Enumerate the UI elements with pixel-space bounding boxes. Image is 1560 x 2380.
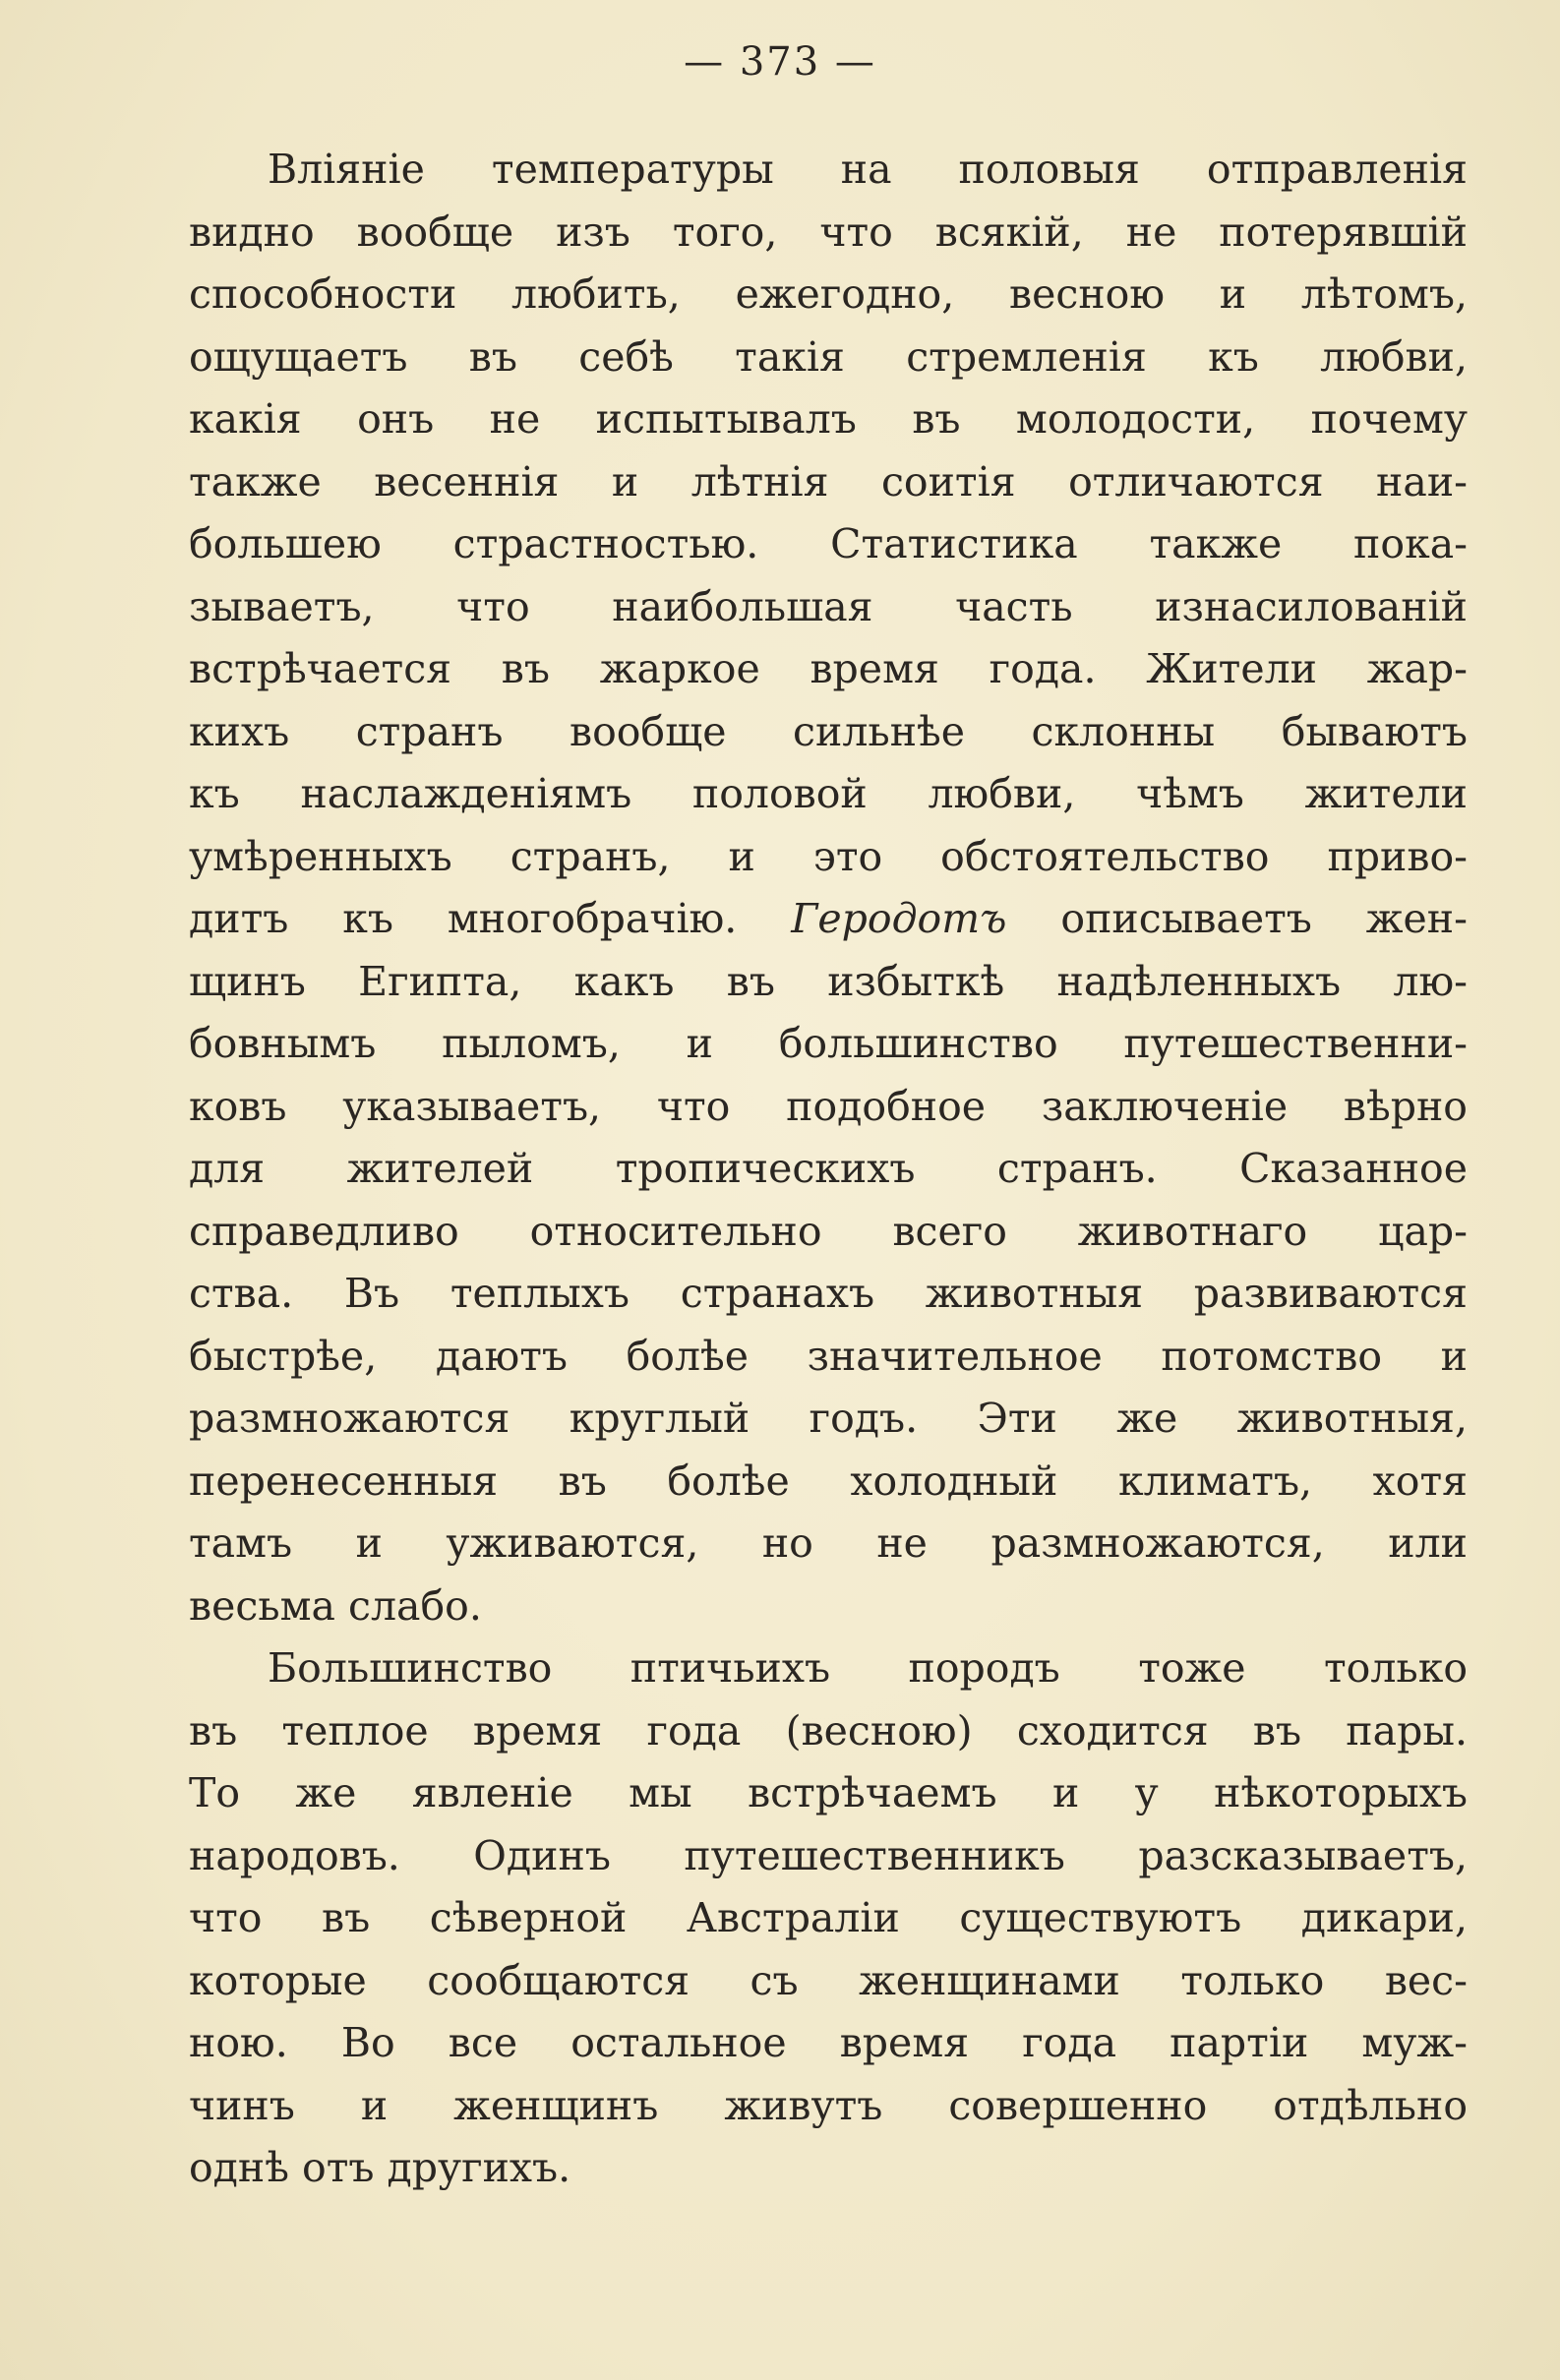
- text-line: народовъ. Одинъ путешественникъ разсказываетъ,: [189, 1832, 1468, 1879]
- text-line: въ теплое время года (весною) сходится въ пары.: [189, 1707, 1468, 1755]
- text-line: однѣ отъ другихъ.: [189, 2144, 571, 2191]
- text-line: ною. Во все остальное время года партіи муж-: [189, 2019, 1468, 2066]
- text-segment: дитъ къ многобрачію.: [189, 895, 738, 942]
- text-line: щинъ Египта, какъ въ избыткѣ надѣленныхъ лю-: [189, 958, 1468, 1005]
- text-line: способности любить, ежегодно, весною и лѣтомъ,: [189, 270, 1468, 318]
- text-line: также весеннія и лѣтнія соитія отличаются наи-: [189, 458, 1468, 506]
- text-line: весьма слабо.: [189, 1582, 482, 1630]
- text-line: какія онъ не испытывалъ въ молодости, почему: [189, 395, 1468, 443]
- text-line: перенесенныя въ болѣе холодный климатъ, хотя: [189, 1458, 1468, 1505]
- text-line: ковъ указываетъ, что подобное заключеніе вѣрно: [189, 1083, 1468, 1130]
- text-line: Вліяніе температуры на половыя отправленія: [268, 146, 1468, 193]
- text-line: кихъ странъ вообще сильнѣе склонны бываютъ: [189, 708, 1468, 755]
- italic-name: Геродотъ: [791, 895, 1007, 942]
- text-line: большею страстностью. Статистика также пока-: [189, 520, 1468, 567]
- text-line: что въ сѣверной Австраліи существуютъ дикари,: [189, 1894, 1468, 1941]
- text-line: ства. Въ теплыхъ странахъ животныя развиваются: [189, 1270, 1468, 1317]
- text-line: умѣренныхъ странъ, и это обстоятельство приво-: [189, 833, 1468, 880]
- text-line: которые сообщаются съ женщинами только вес-: [189, 1957, 1468, 2004]
- text-line: тамъ и уживаются, но не размножаются, или: [189, 1519, 1468, 1567]
- text-line: Большинство птичьихъ породъ тоже только: [268, 1644, 1468, 1692]
- text-line: для жителей тропическихъ странъ. Сказанное: [189, 1145, 1468, 1192]
- text-line: размножаются круглый годъ. Эти же животныя,: [189, 1395, 1468, 1442]
- text-line: бовнымъ пыломъ, и большинство путешественни-: [189, 1020, 1468, 1067]
- text-line: быстрѣе, даютъ болѣе значительное потомство и: [189, 1333, 1468, 1380]
- text-line: зываетъ, что наибольшая часть изнасилованій: [189, 583, 1468, 630]
- text-line: чинъ и женщинъ живутъ совершенно отдѣльно: [189, 2082, 1468, 2129]
- page-number: — 373 —: [684, 39, 876, 85]
- text-line: ощущаетъ въ себѣ такія стремленія къ любви,: [189, 333, 1468, 381]
- text-line: встрѣчается въ жаркое время года. Жители жар-: [189, 645, 1468, 692]
- text-line-with-italic: [189, 889, 1468, 948]
- text-line: То же явленіе мы встрѣчаемъ и у нѣкоторыхъ: [189, 1769, 1468, 1816]
- text-line: къ наслажденіямъ половой любви, чѣмъ жители: [189, 770, 1468, 817]
- text-line: справедливо относительно всего животнаго цар-: [189, 1208, 1468, 1255]
- text-segment: описываетъ жен-: [1060, 895, 1468, 942]
- text-line: видно вообще изъ того, что всякій, не потерявшій: [189, 208, 1468, 256]
